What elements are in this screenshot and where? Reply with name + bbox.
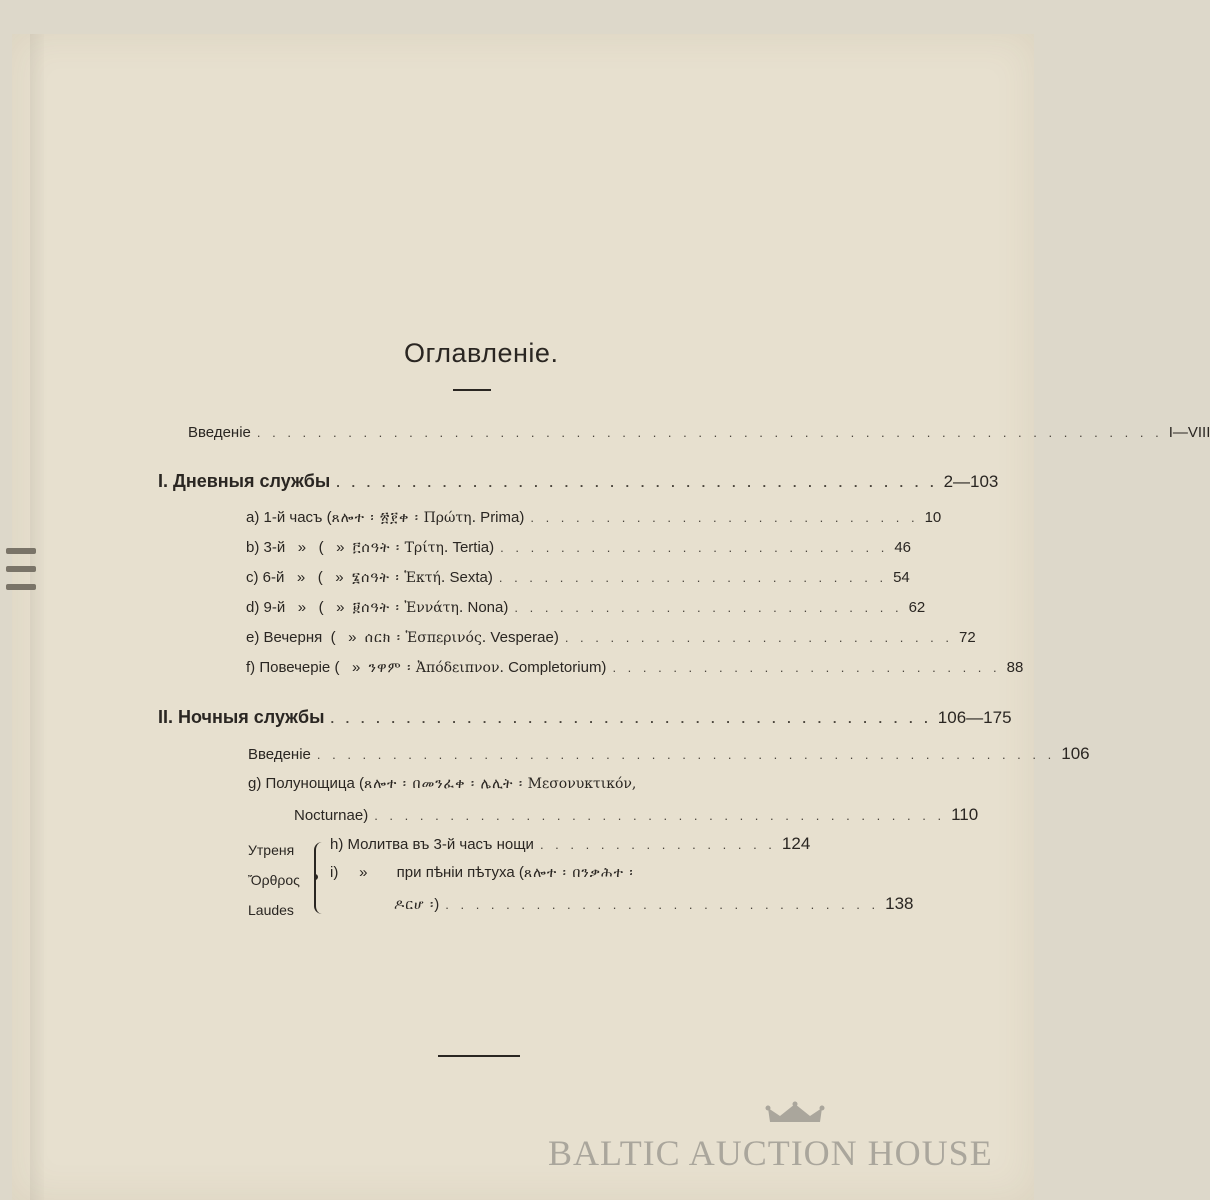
toc-label: ) xyxy=(434,896,440,913)
toc-item-h xyxy=(330,834,811,854)
toc-pages: 124 xyxy=(781,834,811,853)
toc-intro xyxy=(188,424,1210,441)
dot-leader: . . . . . . . . . . . . . . . . . . . . . . . . . . xyxy=(530,510,919,525)
toc-pages: 46 xyxy=(894,539,912,556)
curly-brace-point xyxy=(308,874,318,880)
toc-pages: 54 xyxy=(893,569,910,586)
toc-item-i-line1 xyxy=(330,864,787,881)
toc-label: Введеніе xyxy=(248,746,311,763)
dot-leader: . . . . . . . . . . . . . . . . . . . . . . . . . . xyxy=(564,630,954,645)
ethiopic-text: ጸሎተ ፡ ፳፻ቀ ፡ xyxy=(331,510,420,526)
dot-leader: . . . . . . . . . . . . . . . . . . . . . . . . . . . . . . . . . . . . . . . . xyxy=(330,711,932,726)
ethiopic-text: ፮ሰዓት ፡ xyxy=(351,570,400,586)
toc-label: II. Ночныя службы xyxy=(158,707,325,727)
toc-pages: 10 xyxy=(924,509,942,526)
toc-item-e xyxy=(246,629,976,646)
toc-item-g-line1 xyxy=(248,775,787,792)
dot-leader: . . . . . . . . . . . . . . . . . . . . . . . . . . xyxy=(514,600,903,615)
toc-label: b) 3-й » ( » xyxy=(246,539,353,556)
dot-leader: . . . . . . . . . . . . . . . . . . . . . . . . . . xyxy=(500,540,889,555)
toc-pages: 72 xyxy=(959,629,976,646)
toc-pages: 138 xyxy=(885,894,914,913)
dot-leader: . . . . . . . . . . . . . . . . . . . . . . . . . . xyxy=(612,660,1001,675)
latin-text: Nona) xyxy=(463,599,509,616)
page-title: Оглавленіе. xyxy=(404,338,559,368)
toc-item-a xyxy=(246,509,942,526)
dot-leader: . . . . . . . . . . . . . . . . xyxy=(539,837,776,852)
binding-stitch xyxy=(6,548,36,554)
toc-label: h) Молитва въ 3-й часъ нощи xyxy=(330,836,534,853)
binding-stitch xyxy=(6,584,36,590)
latin-text: Vesperae) xyxy=(486,629,559,646)
side-label-laudes: Laudes xyxy=(248,902,294,918)
toc-item-d xyxy=(246,599,926,616)
toc-item-b xyxy=(246,539,912,556)
toc-label: g) Полунощица ( xyxy=(248,775,364,792)
greek-text: Τρίτη. xyxy=(400,540,449,556)
dot-leader: . . . . . . . . . . . . . . . . . . . . . . . . . . xyxy=(498,570,888,585)
greek-text: Ἑκτή. xyxy=(399,570,446,586)
toc-label: I. Дневныя службы xyxy=(158,471,331,491)
toc-pages: 110 xyxy=(951,805,979,824)
toc-pages: 106—175 xyxy=(937,708,1012,727)
toc-section-1 xyxy=(158,471,999,492)
latin-text: Tertia) xyxy=(448,539,495,556)
dot-leader: . . . . . . . . . . . . . . . . . . . . . . . . . . . . . . . . . . . . . . . . xyxy=(336,475,938,490)
toc-label: a) 1-й часъ ( xyxy=(246,509,332,526)
ethiopic-text: ንዋም ፡ xyxy=(368,660,412,676)
greek-text: Μεσονυκτικόν, xyxy=(523,776,637,792)
toc-section-2-intro xyxy=(248,744,1090,764)
toc-pages: 106 xyxy=(1061,744,1090,763)
toc-label: e) Вечерня ( » xyxy=(246,629,365,646)
ethiopic-text: ጸሎተ ፡ በንቃሕተ ፡ xyxy=(523,865,634,881)
toc-label: Введеніе xyxy=(188,424,251,441)
toc-item-f xyxy=(246,659,1024,676)
closing-rule xyxy=(438,1055,520,1057)
greek-text: Πρώτη. xyxy=(419,510,477,526)
toc-label: d) 9-й » ( » xyxy=(246,599,353,616)
greek-text: Ἐννάτη. xyxy=(399,600,464,616)
toc-label: Nocturnae) xyxy=(294,807,369,824)
ethiopic-text: ሰርክ ፡ xyxy=(364,630,402,646)
side-label-orthros: Ὄρθρος xyxy=(248,872,300,888)
book-page xyxy=(12,34,1034,1200)
toc-pages: 62 xyxy=(908,599,926,616)
toc-label: i) » при пѣніи пѣтуха ( xyxy=(330,864,524,881)
toc-section-2 xyxy=(158,707,1012,728)
toc-item-c xyxy=(246,569,910,586)
toc-label: c) 6-й » ( » xyxy=(246,569,352,586)
toc-item-g-line2 xyxy=(294,805,979,825)
ethiopic-text: ፫ሰዓት ፡ xyxy=(352,540,401,556)
crown-icon xyxy=(766,1102,824,1126)
ethiopic-text: ጸሎተ ፡ በመንፈቀ ፡ ሌሊት ፡ xyxy=(364,776,524,792)
ethiopic-text: ዶርሆ ፡ xyxy=(394,897,435,913)
toc-pages: 2—103 xyxy=(943,472,999,491)
latin-text: Prima) xyxy=(476,509,525,526)
page-fold xyxy=(30,34,44,1200)
latin-text: Sexta) xyxy=(445,569,493,586)
toc-label: f) Повечеріе ( » xyxy=(246,659,369,676)
title-rule xyxy=(453,389,491,391)
toc-item-i-line2 xyxy=(394,894,914,914)
dot-leader: . . . . . . . . . . . . . . . . . . . . . . . . . . . . . . . . . . . . . . . . . . . . . . . . . xyxy=(316,747,1056,762)
dot-leader: . . . . . . . . . . . . . . . . . . . . . . . . . . . . . . . . . . . . . . . . . . . . . . . . . . . . . . . . . . . . xyxy=(256,425,1163,440)
dot-leader: . . . . . . . . . . . . . . . . . . . . . . . . . . . . . xyxy=(445,897,880,912)
greek-text: Ἀπόδειπνον. xyxy=(411,660,504,676)
latin-text: Completorium) xyxy=(503,659,607,676)
dot-leader: . . . . . . . . . . . . . . . . . . . . . . . . . . . . . . . . . . . . . . xyxy=(374,808,946,823)
greek-text: Ἑσπερινός. xyxy=(401,630,487,646)
ethiopic-text: ፱ሰዓት ፡ xyxy=(352,600,400,616)
toc-pages: 88 xyxy=(1006,659,1024,676)
watermark: BALTIC AUCTION HOUSE xyxy=(548,1133,993,1173)
side-label-utrenya: Утреня xyxy=(248,842,295,858)
binding-stitch xyxy=(6,566,36,572)
toc-pages: I—VIII xyxy=(1168,424,1210,441)
